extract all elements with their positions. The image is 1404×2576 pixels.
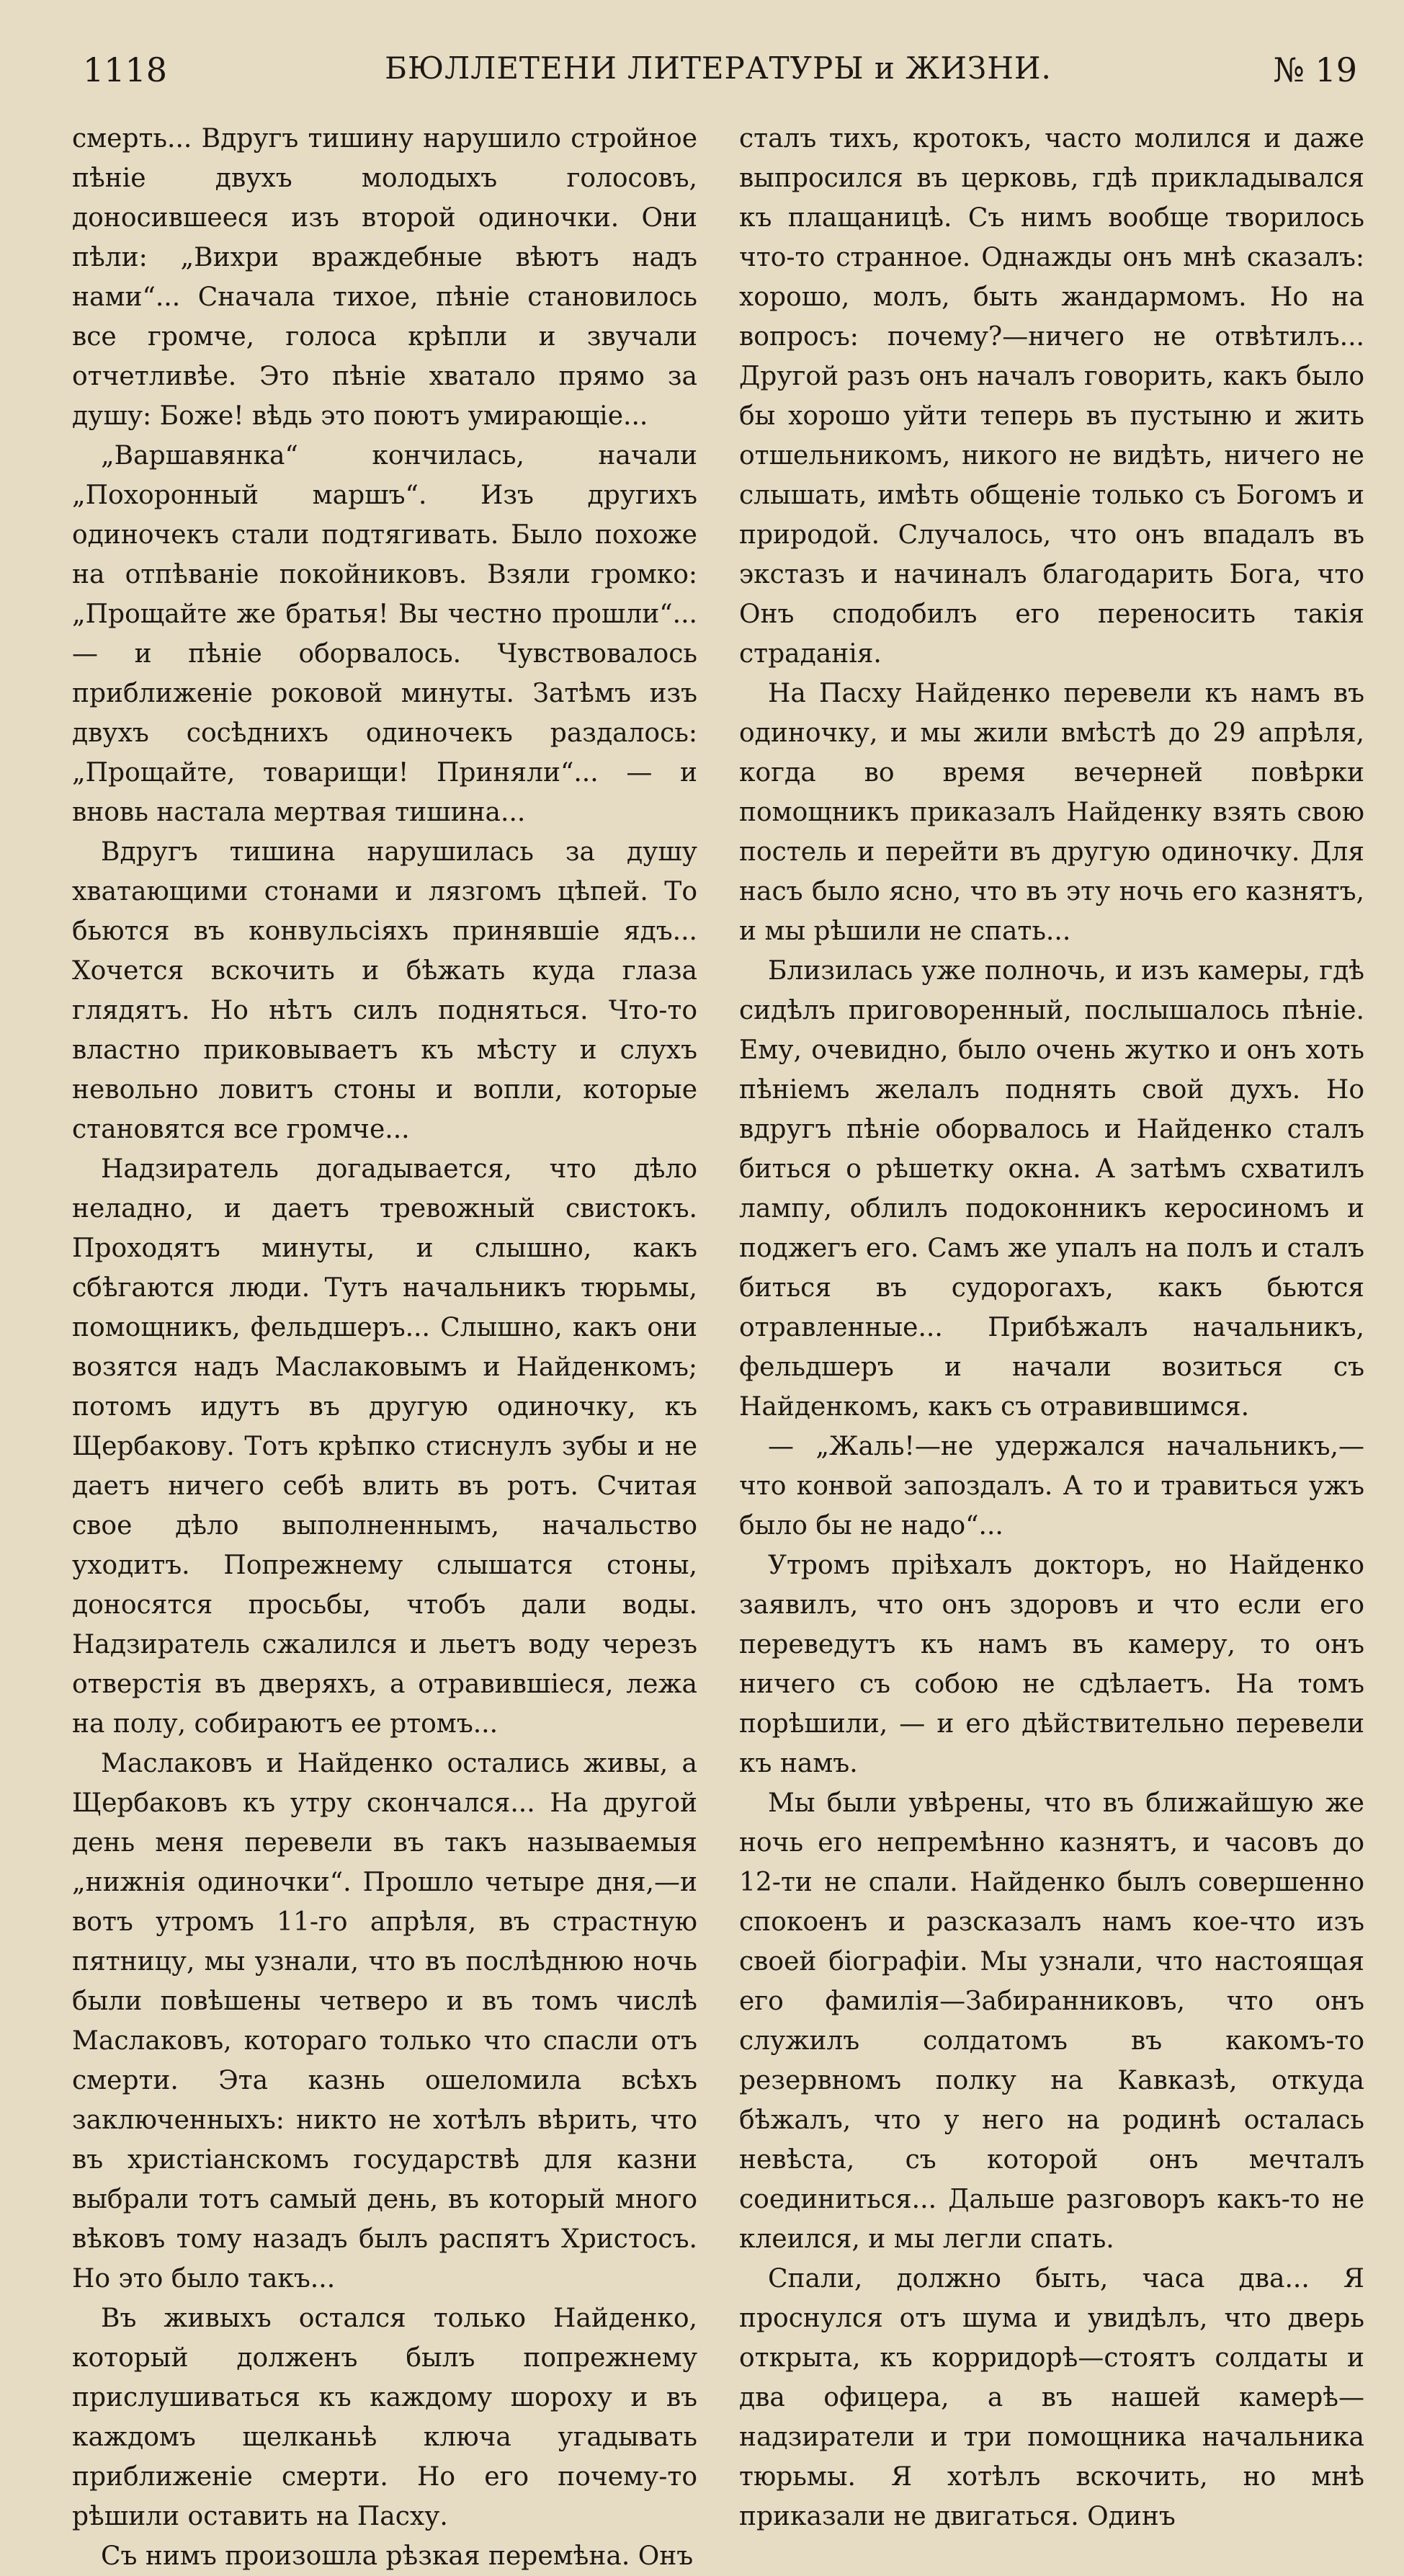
paragraph: Съ нимъ произошла рѣзкая перемѣна. Онъ [101, 2541, 694, 2571]
journal-title: БЮЛЛЕТЕНИ ЛИТЕРАТУРЫ и ЖИЗНИ. [385, 50, 1052, 86]
paragraph: Въ живыхъ остался только Найденко, который долженъ былъ попрежнему прислушиваться къ каждому шороху и въ каждомъ щелканьѣ ключа угадывать приближеніе смерти. Но его почему-то рѣшили оставить на Пасху. [72, 2304, 697, 2531]
text-columns [72, 119, 1364, 2571]
left-column [72, 119, 697, 2571]
paragraph: Спали, должно быть, часа два... Я проснулся отъ шума и увидѣлъ, что дверь открыта, къ корридорѣ—стоятъ солдаты и два офицера, а въ нашей камерѣ—надзиратели и три помощника начальника тюрьмы. Я хотѣлъ вскочить, но мнѣ приказали не двигаться. Одинъ [739, 2264, 1364, 2531]
right-column [739, 119, 1364, 2531]
paragraph: „Варшавянка“ кончилась, начали „Похоронный маршъ“. Изъ другихъ одиночекъ стали подтягивать. Было похоже на отпѣваніе покойниковъ. Взяли громко: „Прощайте же братья! Вы честно прошли“... — и пѣніе оборвалось. Чувствовалось приближеніе роковой минуты. Затѣмъ изъ двухъ сосѣднихъ одиночекъ раздалось: „Прощайте, товарищи! Приняли“... — и вновь настала мертвая тишина... [72, 441, 697, 827]
page-header [72, 43, 1364, 108]
paragraph: Надзиратель догадывается, что дѣло неладно, и даетъ тревожный свистокъ. Проходятъ минуты, и слышно, какъ сбѣгаются люди. Тутъ начальникъ тюрьмы, помощникъ, фельдшеръ... Слышно, какъ они возятся надъ Маслаковымъ и Найденкомъ; потомъ идутъ въ другую одиночку, къ Щербакову. Тотъ крѣпко стиснулъ зубы и не даетъ ничего себѣ влить въ ротъ. Считая свое дѣло выполненнымъ, начальство уходитъ. Попрежнему слышатся стоны, доносятся просьбы, чтобъ дали воды. Надзиратель сжалился и льетъ воду черезъ отверстія въ дверяхъ, а отравившіеся, лежа на полу, собираютъ ее ртомъ... [72, 1154, 697, 1739]
paragraph: — „Жаль!—не удержался начальникъ,— что конвой запоздалъ. А то и травиться ужъ было бы не надо“... [739, 1432, 1364, 1541]
paragraph: Вдругъ тишина нарушилась за душу хватающими стонами и лязгомъ цѣпей. То бьются въ конвульсіяхъ принявшіе ядъ... Хочется вскочить и бѣжать куда глаза глядятъ. Но нѣтъ силъ подняться. Что-то властно приковываетъ къ мѣсту и слухъ невольно ловитъ стоны и вопли, которые становятся все громче... [72, 837, 697, 1144]
paragraph: Маслаковъ и Найденко остались живы, а Щербаковъ къ утру скончался... На другой день меня перевели въ такъ называемыя „нижнія одиночки“. Прошло четыре дня,—и вотъ утромъ 11-го апрѣля, въ страстную пятницу, мы узнали, что въ послѣднюю ночь были повѣшены четверо и въ томъ числѣ Маслаковъ, котораго только что спасли отъ смерти. Эта казнь ошеломила всѣхъ заключенныхъ: никто не хотѣлъ вѣрить, что въ христіанскомъ государствѣ для казни выбрали тотъ самый день, въ который много вѣковъ тому назадъ былъ распятъ Христосъ. Но это было такъ... [72, 1749, 697, 2294]
paragraph: Утромъ пріѣхалъ докторъ, но Найденко заявилъ, что онъ здоровъ и что если его переведутъ къ намъ въ камеру, то онъ ничего съ собою не сдѣлаетъ. На томъ порѣшили, — и его дѣйствительно перевели къ намъ. [739, 1551, 1364, 1778]
page-number: 1118 [83, 50, 168, 89]
paragraph: сталъ тихъ, кротокъ, часто молился и даже выпросился въ церковь, гдѣ прикладывался къ плащаницѣ. Съ нимъ вообще творилось что-то странное. Однажды онъ мнѣ сказалъ: хорошо, молъ, быть жандармомъ. Но на вопросъ: почему?—ничего не отвѣтилъ... Другой разъ онъ началъ говорить, какъ было бы хорошо уйти теперь въ пустыню и жить отшельникомъ, никого не видѣть, ничего не слышать, имѣть общеніе только съ Богомъ и природой. Случалось, что онъ впадалъ въ экстазъ и начиналъ благодарить Бога, что Онъ сподобилъ его переносить такія страданія. [739, 124, 1364, 669]
paragraph: смерть... Вдругъ тишину нарушило стройное пѣніе двухъ молодыхъ голосовъ, доносившееся изъ второй одиночки. Они пѣли: „Вихри враждебные вѣютъ надъ нами“... Сначала тихое, пѣніе становилось все громче, голоса крѣпли и звучали отчетливѣе. Это пѣніе хватало прямо за душу: Боже! вѣдь это поютъ умирающіе... [72, 124, 697, 431]
paragraph: Мы были увѣрены, что въ ближайшую же ночь его непремѣнно казнятъ, и часовъ до 12-ти не спали. Найденко былъ совершенно спокоенъ и разсказалъ намъ кое-что изъ своей біографіи. Мы узнали, что настоящая его фамилія—Забиранниковъ, что онъ служилъ солдатомъ въ какомъ-то резервномъ полку на Кавказѣ, откуда бѣжалъ, что у него на родинѣ осталась невѣста, съ которой онъ мечталъ соединиться... Дальше разговоръ какъ-то не клеился, и мы легли спать. [739, 1788, 1364, 2254]
paragraph: Близилась уже полночь, и изъ камеры, гдѣ сидѣлъ приговоренный, послышалось пѣніе. Ему, очевидно, было очень жутко и онъ хоть пѣніемъ желалъ поднять свой духъ. Но вдругъ пѣніе оборвалось и Найденко сталъ биться о рѣшетку окна. А затѣмъ схватилъ лампу, облилъ подоконникъ керосиномъ и поджегъ его. Самъ же упалъ на полъ и сталъ биться въ судорогахъ, какъ бьются отравленные... Прибѣжалъ начальникъ, фельдшеръ и начали возиться съ Найденкомъ, какъ съ отравившимся. [739, 956, 1364, 1422]
issue-number: № 19 [1273, 50, 1357, 89]
paragraph: На Пасху Найденко перевели къ намъ въ одиночку, и мы жили вмѣстѣ до 29 апрѣля, когда во время вечерней повѣрки помощникъ приказалъ Найденку взять свою постель и перейти въ другую одиночку. Для насъ было ясно, что въ эту ночь его казнятъ, и мы рѣшили не спать... [739, 679, 1364, 946]
